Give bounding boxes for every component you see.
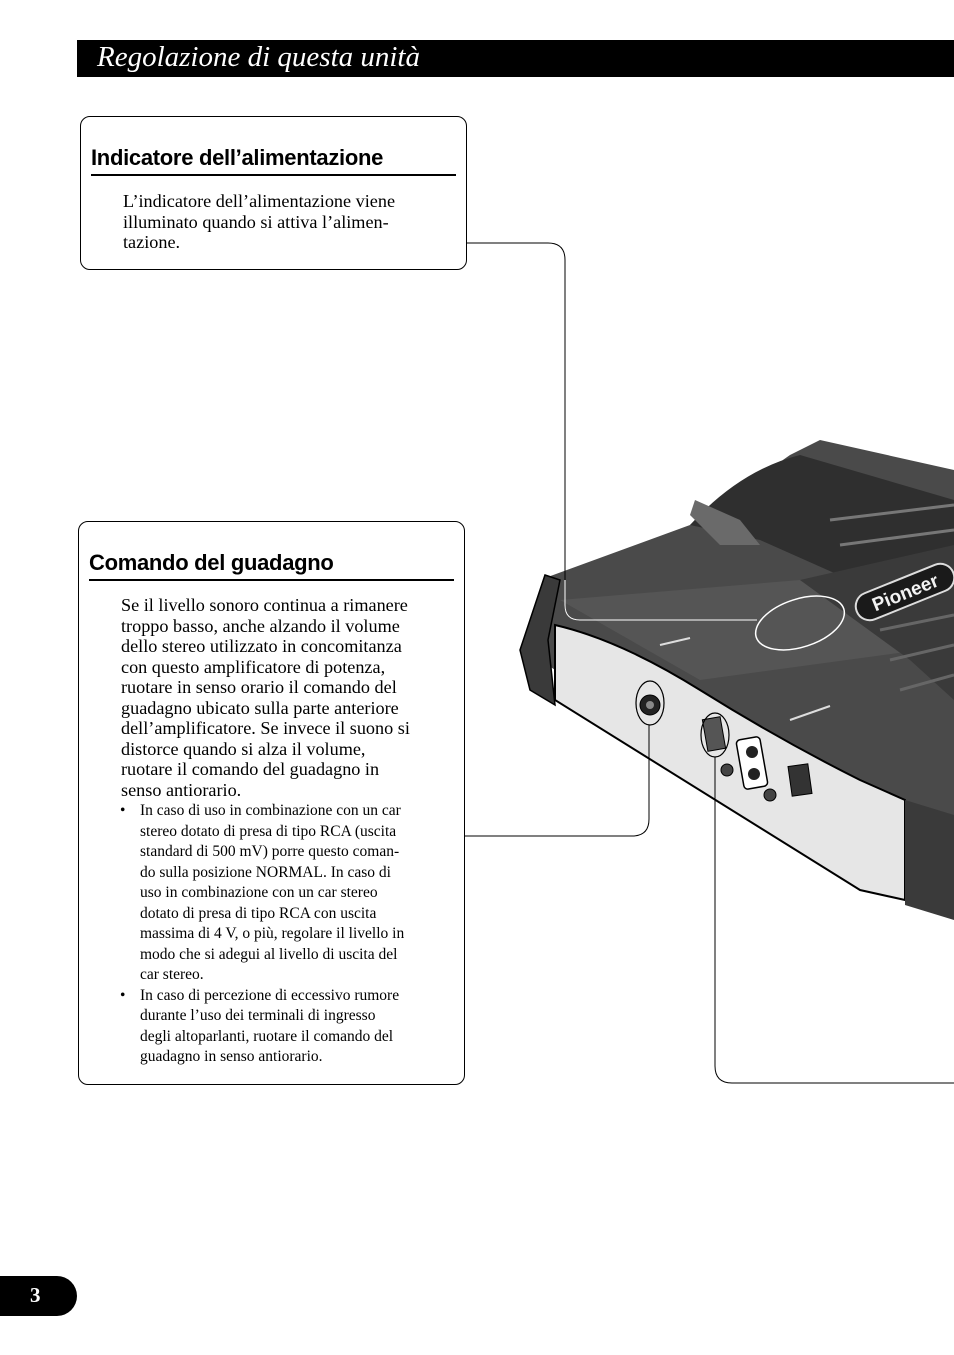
text-line: distorce quando si alza il volume, (121, 738, 366, 759)
page-number: 3 (30, 1283, 41, 1307)
text-line: troppo basso, anche alzando il volume (121, 615, 400, 636)
text-line: guadagno in senso antiorario. (140, 1048, 323, 1065)
text-line: illuminato quando si attiva l’alimen- (123, 211, 389, 232)
gain-control-box (78, 521, 465, 1085)
text-line: ruotare il comando del guadagno in (121, 759, 380, 779)
text-line: tazione. (123, 232, 181, 252)
text-line: uso in combinazione con un car stereo (140, 884, 378, 901)
text-line: guadagno ubicato sulla parte anteriore (121, 697, 399, 718)
bullet-item (120, 986, 404, 1068)
text-line: modo che si adegui al livello di uscita del (140, 945, 398, 963)
text-line: dello stereo utilizzato in concomitanza (121, 636, 402, 656)
text-line: standard di 500 mV) porre questo coman- (140, 843, 400, 860)
gain-control-notes (120, 801, 404, 1068)
text-line: durante l’uso dei terminali di ingresso (140, 1007, 376, 1024)
power-indicator-title: Indicatore dell’alimentazione (91, 145, 456, 176)
power-indicator-box (80, 116, 467, 270)
text-line: dotato di presa di tipo RCA con uscita (140, 904, 377, 922)
power-indicator-text (123, 191, 395, 253)
gain-control-text (121, 595, 410, 800)
bullet-item (120, 801, 404, 986)
text-line: massima di 4 V, o più, regolare il livello in (140, 925, 405, 942)
text-line: do sulla posizione NORMAL. In caso di (140, 863, 391, 881)
text-line: Se il livello sonoro continua a rimanere (121, 595, 408, 615)
text-line: stereo dotato di presa di tipo RCA (uscita (140, 822, 397, 840)
text-line: • In caso di percezione di eccessivo rumore (140, 986, 400, 1004)
brand-logo: Pioneer (869, 570, 942, 617)
gain-control-title: Comando del guadagno (89, 550, 454, 581)
text-line: • In caso di uso in combinazione con un car (140, 802, 401, 819)
page-number-tab (0, 1276, 77, 1316)
text-line: senso antiorario. (121, 779, 242, 800)
text-line: degli altoparlanti, ruotare il comando del (140, 1027, 394, 1045)
text-line: L’indicatore dell’alimentazione viene (123, 191, 396, 211)
text-line: ruotare in senso orario il comando del (121, 677, 397, 697)
text-line: dell’amplificatore. Se invece il suono si (121, 718, 410, 738)
page-title: Regolazione di questa unità (97, 41, 420, 73)
text-line: car stereo. (140, 966, 204, 983)
text-line: con questo amplificatore di potenza, (121, 656, 386, 677)
